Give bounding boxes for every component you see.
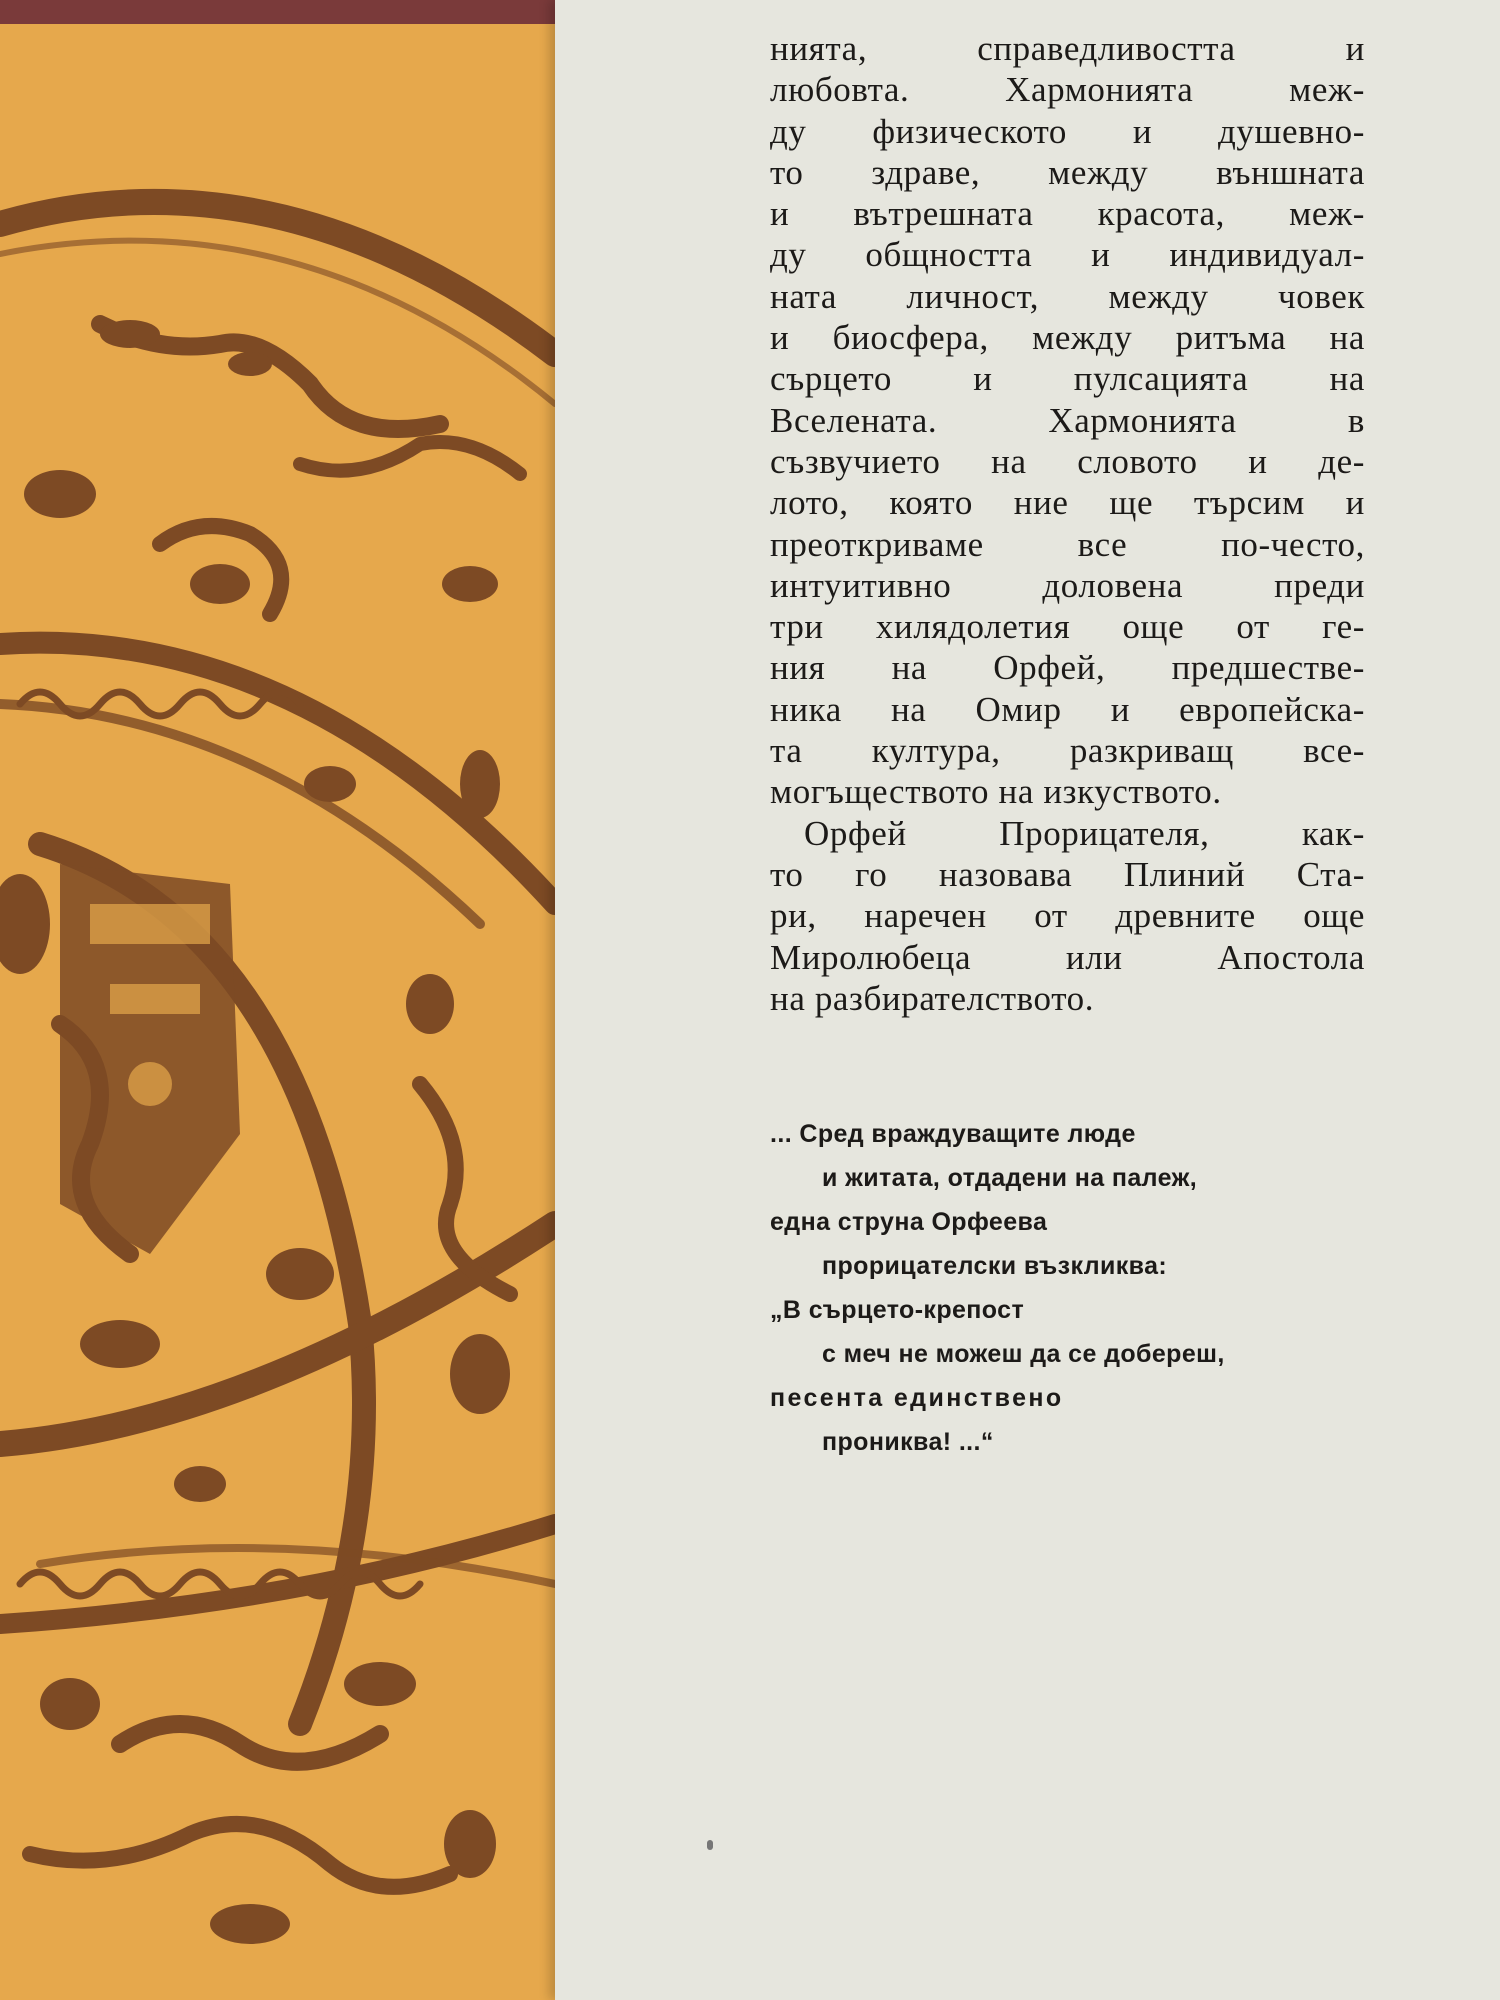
body-line: лото, която ние ще търсим и	[770, 483, 1365, 523]
page-speck	[707, 1840, 713, 1850]
poem-line: една струна Орфеева	[770, 1208, 1048, 1236]
poem-line: и житата, отдадени на палеж,	[822, 1164, 1198, 1192]
body-line: Орфей Прорицателя, как-	[804, 813, 1365, 853]
body-line: то здраве, между външната	[770, 152, 1365, 192]
poem-line: с меч не можеш да се добереш,	[822, 1340, 1225, 1368]
poem-line: „В сърцето-крепост	[770, 1296, 1025, 1324]
body-line: и биосфера, между ритъма на	[770, 318, 1365, 358]
body-line: ника на Омир и европейска-	[770, 689, 1365, 729]
body-line: сърцето и пулсацията на	[770, 359, 1365, 399]
body-line: любовта. Хармонията меж-	[770, 70, 1365, 110]
body-line: съзвучието на словото и де-	[770, 441, 1365, 481]
poem-line: песента единствено	[770, 1384, 1064, 1412]
body-line: интуитивно доловена преди	[770, 565, 1365, 605]
body-line: то го назовава Плиний Ста-	[770, 854, 1365, 894]
body-line: на разбирателството.	[770, 978, 1095, 1018]
poem-line: прорицателски възкликва:	[822, 1252, 1168, 1280]
body-line: та култура, разкриващ все-	[770, 731, 1365, 771]
top-color-band	[0, 0, 565, 24]
body-line: три хилядолетия още от ге-	[770, 607, 1365, 647]
ornament-illustration-panel	[0, 24, 555, 2000]
body-line: нията, справедливостта и	[770, 29, 1365, 68]
body-line: ду общността и индивидуал-	[770, 235, 1365, 275]
plate-ornament-illustration	[0, 24, 555, 2000]
poem-line: ... Сред враждуващите люде	[770, 1120, 1136, 1148]
body-line: Вселената. Хармонията в	[770, 400, 1365, 440]
body-line: Миролюбеца или Апостола	[770, 937, 1365, 977]
body-line: ната личност, между човек	[770, 276, 1365, 316]
body-line: ри, наречен от древните още	[770, 896, 1365, 936]
poem-line: прониква! ...“	[822, 1428, 994, 1456]
body-line: ду физическото и душевно-	[770, 111, 1365, 151]
body-line: могъществото на изкуството.	[770, 772, 1222, 812]
body-line: и вътрешната красота, меж-	[770, 194, 1365, 234]
body-text	[770, 28, 1365, 1019]
text-page	[555, 0, 1500, 2000]
poem-quote	[770, 1112, 1370, 1464]
body-line: ния на Орфей, предшестве-	[770, 648, 1365, 688]
body-line: преоткриваме все по-често,	[770, 524, 1365, 564]
